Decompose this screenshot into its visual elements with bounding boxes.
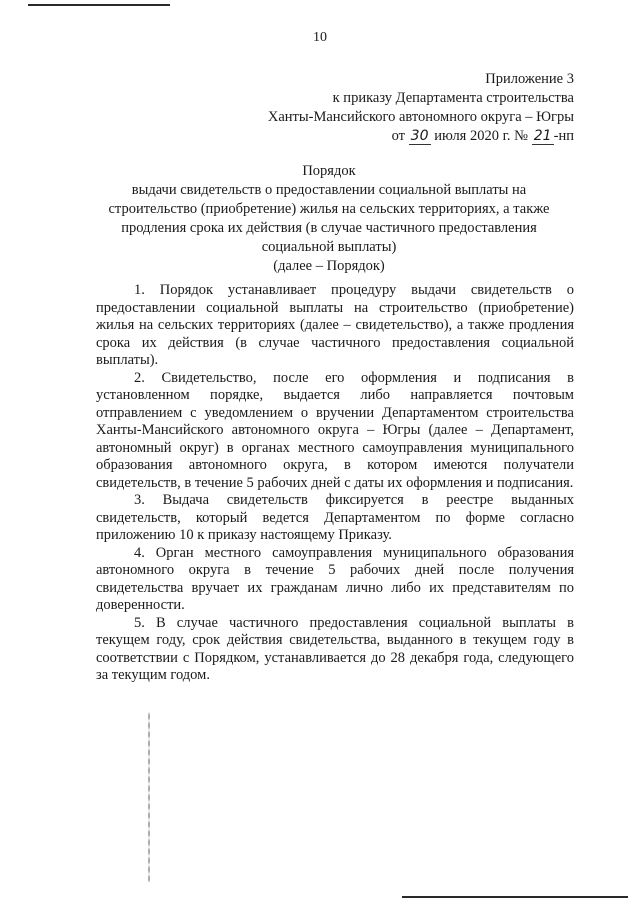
appendix-header — [268, 70, 574, 146]
paragraph-3: 3. Выдача свидетельств фиксируется в реестре выданных свидетельств, который ведется Департаментом по форме согласно приложению 10 к приказу настоящему Приказу. — [96, 492, 574, 543]
paragraph-5: 5. В случае частичного предоставления социальной выплаты в текущем году, срок действия свидетельства, выданного в текущем году в соответствии с Порядком, устанавливается до 28 декабря года, следующего за текущим годом. — [96, 614, 574, 683]
appendix-order-ref: к приказу Департамента строительства — [332, 90, 574, 106]
title-line: социальной выплаты) — [261, 239, 397, 255]
appendix-label: Приложение 3 — [485, 71, 574, 87]
title-line: строительство (приобретение) жилья на сельских территориях, а также — [108, 201, 550, 217]
paragraph-4: 4. Орган местного самоуправления муниципального образования автономного округа в течение 5 рабочих дней после получения свидетельства вручает их гражданам лично либо их представителям по доверенности. — [96, 544, 574, 613]
title-line: выдачи свидетельств о предоставлении социальной выплаты на — [131, 182, 527, 198]
scan-top-rule — [28, 4, 170, 6]
scan-bottom-rule — [402, 896, 628, 898]
title-abbreviation: (далее – Порядок) — [273, 258, 385, 274]
document-title — [96, 162, 562, 276]
scan-artifact-dots — [148, 712, 150, 882]
page-number: 10 — [313, 30, 327, 45]
document-body — [96, 282, 574, 685]
appendix-region: Ханты-Мансийского автономного округа – Югры — [267, 109, 574, 125]
title-heading: Порядок — [302, 163, 356, 179]
doc-suffix: -нп — [553, 128, 574, 144]
handwritten-day: 30 — [409, 128, 431, 145]
date-prefix: от — [391, 128, 405, 144]
title-line: продления срока их действия (в случае частичного предоставления — [121, 220, 537, 236]
handwritten-doc-number: 21 — [532, 128, 554, 145]
appendix-date-line — [268, 127, 574, 146]
paragraph-2: 2. Свидетельство, после его оформления и подписания в установленном порядке, выдается либо направляется почтовым отправлением с уведомлением о вручении Департаментом строительства Ханты-Мансийского автономного округа – Югры (далее – Департамент, автономный округ) в органах местного самоуправления муниципального образования автономного округа, в котором имеются получатели свидетельств, в течение 5 рабочих дней с даты их оформления и подписания. — [96, 369, 574, 491]
paragraph-1: 1. Порядок устанавливает процедуру выдачи свидетельств о предоставлении социальной выплаты на строительство (приобретение) жилья на сельских территориях (далее – свидетельство), а также продления срока их действия (в случае частичного предоставления социальной выплаты). — [96, 282, 574, 368]
date-rest: июля 2020 г. № — [434, 128, 529, 144]
